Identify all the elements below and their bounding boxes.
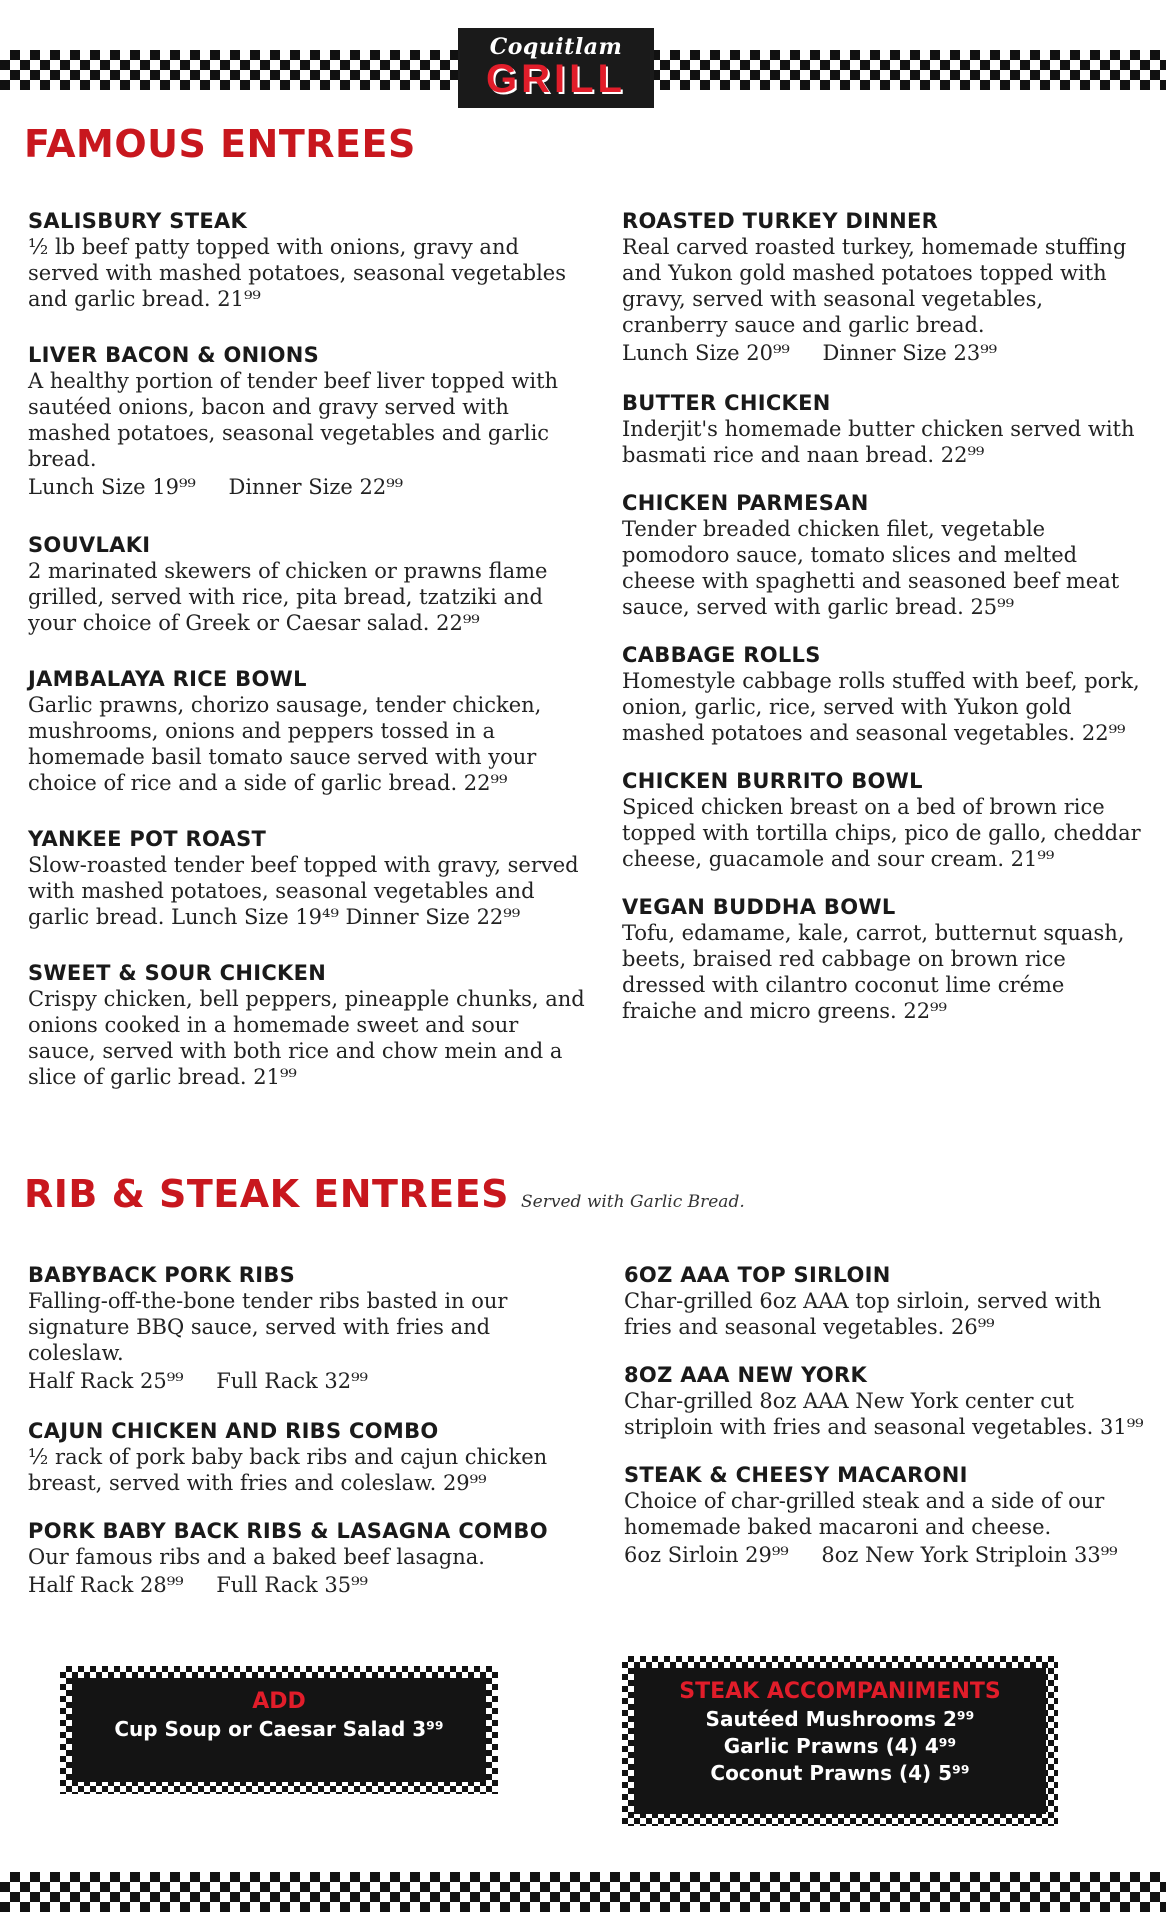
menu-item-prices: [28, 1366, 588, 1396]
steak-accompaniments-title: STEAK ACCOMPANIMENTS: [679, 1679, 1001, 1704]
served-with-note: Served with Garlic Bread.: [521, 1192, 745, 1212]
add-box-line: Cup Soup or Caesar Salad 3⁹⁹: [114, 1717, 444, 1741]
menu-item: [624, 1462, 1144, 1570]
famous-entrees-left-column: [28, 208, 588, 1120]
menu-item-name: BABYBACK PORK RIBS: [28, 1263, 296, 1287]
logo-main-text: GRILL: [486, 57, 626, 101]
menu-item: [622, 894, 1142, 1024]
rib-entrees-right-column: [624, 1262, 1144, 1592]
menu-item-description: 2 marinated skewers of chicken or prawns flame grilled, served with rice, pita bread, tzatziki and your choice of Greek or Caesar salad. 22⁹⁹: [28, 559, 548, 635]
menu-item-name: YANKEE POT ROAST: [28, 827, 267, 851]
price-dinner: Dinner Size 23⁹⁹: [822, 341, 998, 365]
menu-item-description: Slow-roasted tender beef topped with gravy, served with mashed potatoes, seasonal vegetables and garlic bread. Lunch Size 19⁴⁹ Dinner Size 22⁹⁹: [28, 853, 579, 929]
rib-steak-entrees-title: [24, 1172, 745, 1216]
price-new-york: 8oz New York Striploin 33⁹⁹: [821, 1543, 1118, 1567]
add-box: [60, 1666, 498, 1794]
menu-item-description: Inderjit's homemade butter chicken served with basmati rice and naan bread. 22⁹⁹: [622, 417, 1135, 467]
menu-item: [622, 208, 1142, 368]
menu-item-description: Garlic prawns, chorizo sausage, tender chicken, mushrooms, onions and peppers tossed in a homemade basil tomato sauce served with your choice of rice and a side of garlic bread. 22⁹⁹: [28, 693, 542, 795]
steak-accompaniments-panel: [634, 1668, 1046, 1814]
menu-item-name: ROASTED TURKEY DINNER: [622, 209, 939, 233]
menu-item: [622, 768, 1142, 872]
menu-item-description: Our famous ribs and a baked beef lasagna.: [28, 1545, 485, 1569]
menu-item-description: ½ rack of pork baby back ribs and cajun chicken breast, served with fries and coleslaw. 29⁹⁹: [28, 1445, 548, 1495]
menu-item-description: A healthy portion of tender beef liver topped with sautéed onions, bacon and gravy served with mashed potatoes, seasonal vegetables and garlic bread.: [28, 369, 559, 471]
famous-entrees-title: FAMOUS ENTREES: [24, 122, 416, 166]
menu-item: [28, 1262, 588, 1396]
add-box-panel: [72, 1678, 486, 1782]
menu-item-name: CABBAGE ROLLS: [622, 643, 821, 667]
menu-item: [28, 960, 588, 1090]
menu-item: [622, 490, 1142, 620]
price-half-rack: Half Rack 25⁹⁹: [28, 1369, 184, 1393]
menu-item: [28, 666, 588, 796]
price-dinner: Dinner Size 22⁹⁹: [228, 475, 404, 499]
menu-item-name: CHICKEN PARMESAN: [622, 491, 869, 515]
menu-item-description: ½ lb beef patty topped with onions, gravy and served with mashed potatoes, seasonal vegetables and garlic bread. 21⁹⁹: [28, 235, 567, 311]
rib-steak-title-text: RIB & STEAK ENTREES: [24, 1172, 510, 1216]
price-half-rack: Half Rack 28⁹⁹: [28, 1573, 184, 1597]
menu-item-prices: [28, 472, 588, 502]
menu-item: [622, 390, 1142, 468]
accompaniment-line: Sautéed Mushrooms 2⁹⁹: [705, 1707, 975, 1731]
famous-entrees-right-column: [622, 208, 1142, 1046]
menu-item-description: Tender breaded chicken filet, vegetable pomodoro sauce, tomato slices and melted cheese with spaghetti and seasoned beef meat sauce, served with garlic bread. 25⁹⁹: [622, 517, 1120, 619]
steak-accompaniments-box: [622, 1656, 1058, 1826]
menu-item-description: Crispy chicken, bell peppers, pineapple chunks, and onions cooked in a homemade sweet and sour sauce, served with both rice and chow mein and a slice of garlic bread. 21⁹⁹: [28, 987, 585, 1089]
menu-item-description: Choice of char-grilled steak and a side of our homemade baked macaroni and cheese.: [624, 1489, 1105, 1539]
menu-item-name: CHICKEN BURRITO BOWL: [622, 769, 923, 793]
menu-item-name: SOUVLAKI: [28, 533, 151, 557]
accompaniment-line: Coconut Prawns (4) 5⁹⁹: [710, 1761, 970, 1785]
menu-item-name: 6OZ AAA TOP SIRLOIN: [624, 1263, 891, 1287]
menu-item-description: Char-grilled 8oz AAA New York center cut striploin with fries and seasonal vegetables. 31⁹⁹: [624, 1389, 1144, 1439]
menu-item: [28, 342, 588, 502]
price-lunch: Lunch Size 20⁹⁹: [622, 341, 790, 365]
menu-item: [28, 532, 588, 636]
menu-item-name: LIVER BACON & ONIONS: [28, 343, 320, 367]
menu-item-prices: [624, 1540, 1144, 1570]
price-full-rack: Full Rack 35⁹⁹: [216, 1573, 368, 1597]
menu-item: [622, 642, 1142, 746]
menu-item-description: Char-grilled 6oz AAA top sirloin, served with fries and seasonal vegetables. 26⁹⁹: [624, 1289, 1102, 1339]
menu-item: [28, 1418, 588, 1496]
logo: [458, 28, 654, 108]
price-full-rack: Full Rack 32⁹⁹: [216, 1369, 368, 1393]
checker-border-bottom: [0, 1872, 1166, 1912]
menu-item-name: 8OZ AAA NEW YORK: [624, 1363, 868, 1387]
menu-item-description: Homestyle cabbage rolls stuffed with beef, pork, onion, garlic, rice, served with Yukon gold mashed potatoes and seasonal vegetables. 22⁹⁹: [622, 669, 1140, 745]
menu-item-name: VEGAN BUDDHA BOWL: [622, 895, 896, 919]
menu-item-name: SWEET & SOUR CHICKEN: [28, 961, 327, 985]
menu-item-name: CAJUN CHICKEN AND RIBS COMBO: [28, 1419, 439, 1443]
logo-script-text: Coquitlam: [489, 34, 623, 60]
rib-entrees-left-column: [28, 1262, 588, 1622]
add-box-title: ADD: [252, 1689, 306, 1714]
menu-item-name: STEAK & CHEESY MACARONI: [624, 1463, 968, 1487]
menu-item-name: BUTTER CHICKEN: [622, 391, 831, 415]
menu-item: [28, 826, 588, 930]
menu-item-prices: [28, 1570, 588, 1600]
menu-item-description: Spiced chicken breast on a bed of brown rice topped with tortilla chips, pico de gallo, cheddar cheese, guacamole and sour cream. 21⁹⁹: [622, 795, 1141, 871]
menu-item: [624, 1362, 1144, 1440]
menu-item-description: Real carved roasted turkey, homemade stuffing and Yukon gold mashed potatoes topped with gravy, served with seasonal vegetables, cranberry sauce and garlic bread.: [622, 235, 1127, 337]
menu-item-prices: [622, 338, 1142, 368]
price-lunch: Lunch Size 19⁹⁹: [28, 475, 196, 499]
menu-item-name: SALISBURY STEAK: [28, 209, 248, 233]
menu-item: [624, 1262, 1144, 1340]
menu-item-description: Tofu, edamame, kale, carrot, butternut squash, beets, braised red cabbage on brown rice dressed with cilantro coconut lime créme fraiche and micro greens. 22⁹⁹: [622, 921, 1125, 1023]
menu-item: [28, 208, 588, 312]
menu-item-name: PORK BABY BACK RIBS & LASAGNA COMBO: [28, 1519, 548, 1543]
price-sirloin: 6oz Sirloin 29⁹⁹: [624, 1543, 789, 1567]
menu-item: [28, 1518, 588, 1600]
menu-item-name: JAMBALAYA RICE BOWL: [28, 667, 307, 691]
accompaniment-line: Garlic Prawns (4) 4⁹⁹: [723, 1734, 957, 1758]
menu-item-description: Falling-off-the-bone tender ribs basted in our signature BBQ sauce, served with fries and coleslaw.: [28, 1289, 508, 1365]
